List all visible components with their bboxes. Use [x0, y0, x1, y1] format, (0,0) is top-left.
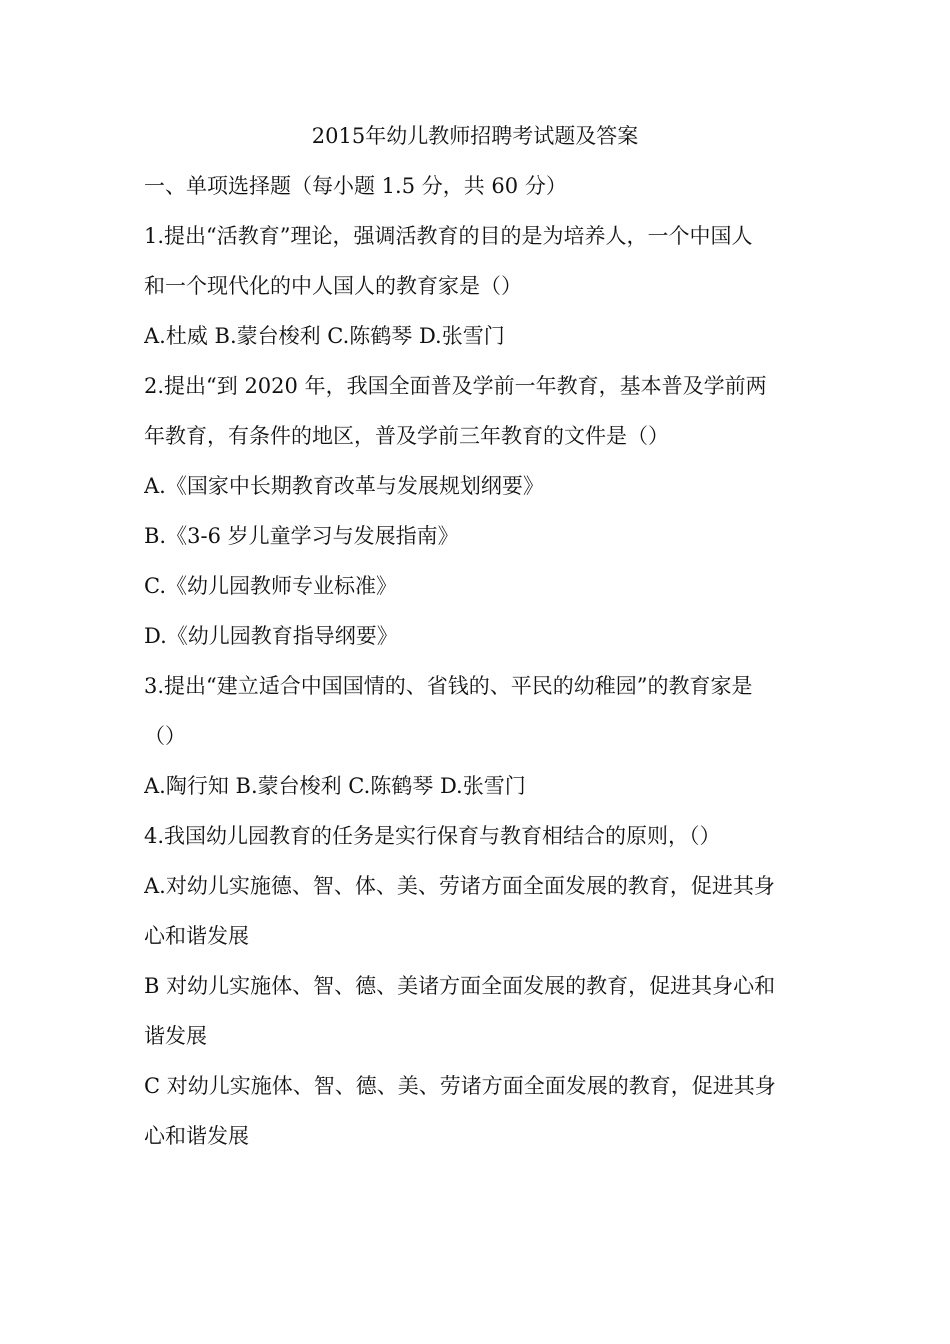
question-1-line-2: 和一个现代化的中人国人的教育家是（）: [144, 274, 522, 298]
question-1-options: A.杜威 B.蒙台梭利 C.陈鹤琴 D.张雪门: [144, 324, 505, 348]
question-1-line-1: 1.提出“活教育”理论，强调活教育的目的是为培养人，一个中国人: [144, 224, 753, 248]
question-4-option-b-line-2: 谐发展: [144, 1024, 207, 1048]
question-2-line-1: 2.提出“到 2020 年，我国全面普及学前一年教育，基本普及学前两: [144, 374, 767, 398]
section-heading: 一、单项选择题（每小题 1.5 分，共 60 分）: [144, 174, 567, 198]
question-2-line-2: 年教育，有条件的地区，普及学前三年教育的文件是（）: [144, 424, 669, 448]
question-4-option-a-line-2: 心和谐发展: [144, 924, 249, 948]
question-2-option-d: D.《幼儿园教育指导纲要》: [144, 624, 398, 648]
question-4-option-b-line-1: B 对幼儿实施体、智、德、美诸方面全面发展的教育，促进其身心和: [144, 974, 776, 998]
question-4-option-a-line-1: A.对幼儿实施德、智、体、美、劳诸方面全面发展的教育，促进其身: [144, 874, 775, 898]
question-2-option-b: B.《3-6 岁儿童学习与发展指南》: [144, 524, 459, 548]
question-3-line-1: 3.提出“建立适合中国国情的、省钱的、平民的幼稚园”的教育家是: [144, 674, 753, 698]
document-title: 2015年幼儿教师招聘考试题及答案: [311, 124, 639, 148]
document-body: [144, 168, 824, 1168]
question-3-line-2: （）: [144, 724, 186, 748]
question-4-option-c-line-1: C 对幼儿实施体、智、德、美、劳诸方面全面发展的教育，促进其身: [144, 1074, 776, 1098]
question-3-options: A.陶行知 B.蒙台梭利 C.陈鹤琴 D.张雪门: [144, 774, 526, 798]
question-2-option-c: C.《幼儿园教师专业标准》: [144, 574, 397, 598]
question-4-line-1: 4.我国幼儿园教育的任务是实行保育与教育相结合的原则，（）: [144, 824, 721, 848]
question-4-option-c-line-2: 心和谐发展: [144, 1124, 249, 1148]
question-2-option-a: A.《国家中长期教育改革与发展规划纲要》: [144, 474, 544, 498]
